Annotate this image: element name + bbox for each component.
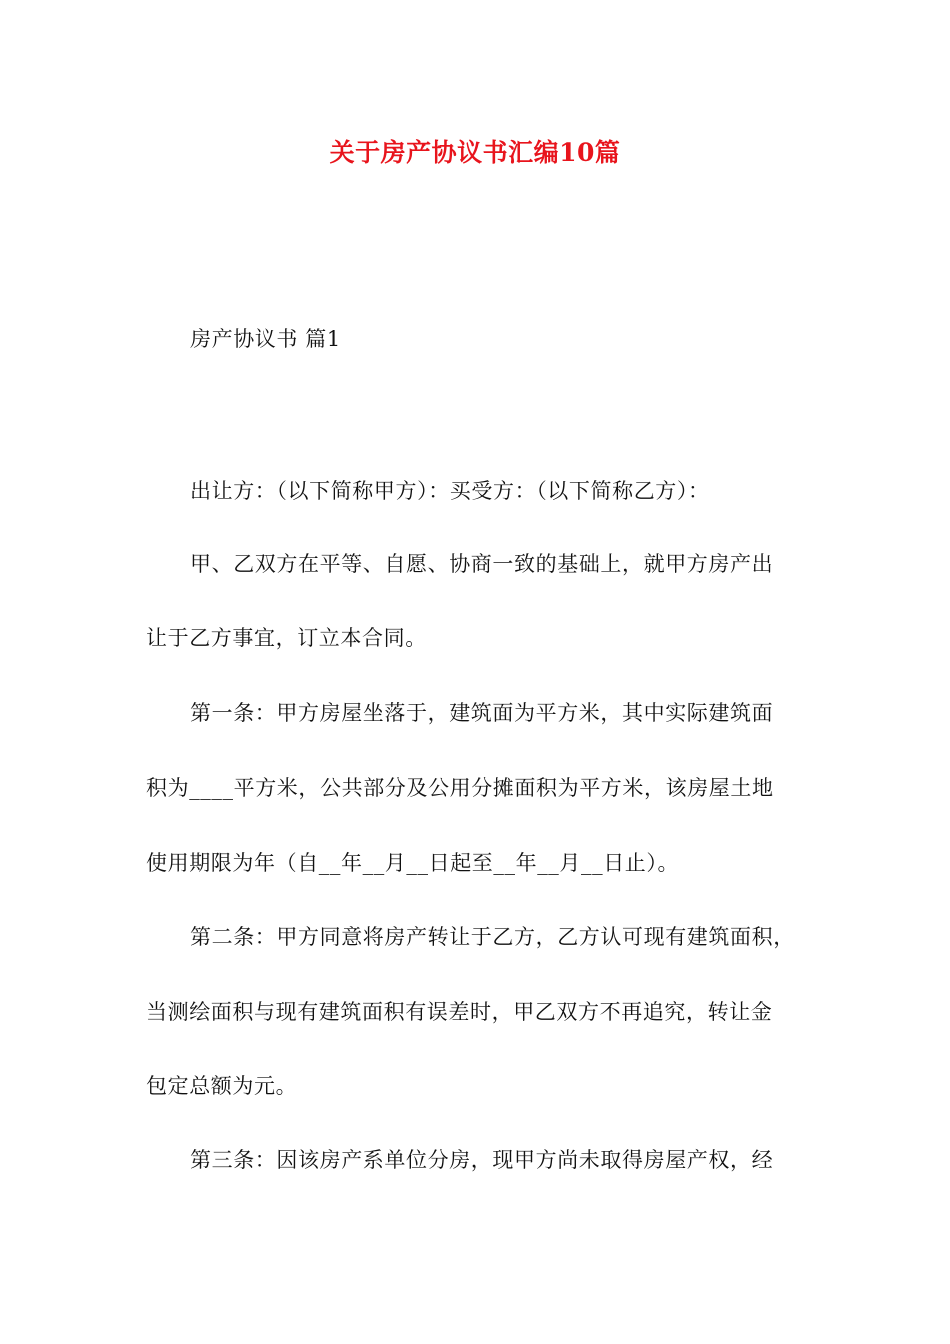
- paragraph-line: 让于乙方事宜，订立本合同。: [146, 626, 427, 650]
- paragraph-line: 包定总额为元。: [146, 1074, 298, 1098]
- paragraph-line: 第二条：甲方同意将房产转让于乙方，乙方认可现有建筑面积，: [190, 925, 795, 949]
- paragraph-line: 使用期限为年（自__年__月__日起至__年__月__日止）。: [146, 851, 680, 875]
- paragraph-line: 第三条：因该房产系单位分房，现甲方尚未取得房屋产权，经: [190, 1148, 774, 1172]
- paragraph-line: 当测绘面积与现有建筑面积有误差时，甲乙双方不再追究，转让金: [146, 1000, 773, 1024]
- section-heading: 房产协议书 篇1: [190, 327, 341, 351]
- paragraph-line: 甲、乙双方在平等、自愿、协商一致的基础上，就甲方房产出: [190, 552, 774, 576]
- paragraph-line: 出让方：（以下简称甲方）：买受方：（以下简称乙方）：: [190, 479, 710, 503]
- document-title: 关于房产协议书汇编10篇: [329, 138, 621, 167]
- paragraph-line: 积为____平方米，公共部分及公用分摊面积为平方米，该房屋土地: [146, 776, 774, 800]
- paragraph-line: 第一条：甲方房屋坐落于，建筑面为平方米，其中实际建筑面: [190, 701, 774, 725]
